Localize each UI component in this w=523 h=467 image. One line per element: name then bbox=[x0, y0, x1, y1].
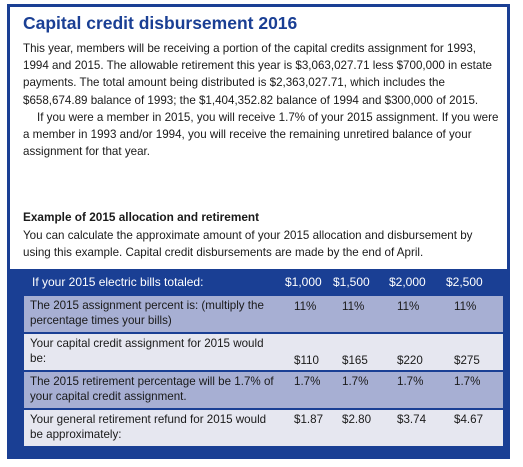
intro-text bbox=[23, 40, 501, 160]
page-title: Capital credit disbursement 2016 bbox=[23, 13, 298, 33]
table-row bbox=[24, 334, 503, 370]
row-value: 11% bbox=[342, 300, 365, 313]
intro-paragraph-1: This year, members will be receiving a portion of the capital credits assignment for 1993, 1994 and 2015. The allowable retirement this year is $3,063,027.71 less $700,000 in estate payments. The total amount being distributed is $2,363,027.71, which includes the $658,674.89 balance of 1993; the $1,404,352.82 balance of 1994 and $300,000 of 2015. bbox=[23, 42, 493, 107]
column-header: $1,000 bbox=[285, 275, 322, 289]
intro-paragraph-2: If you were a member in 2015, you will receive 1.7% of your 2015 assignment. If you were a member in 1993 and/or 1994, you will receive the remaining unretired balance of your assignment for that year. bbox=[23, 110, 499, 159]
table-row bbox=[24, 372, 503, 408]
row-value: $4.67 bbox=[454, 413, 484, 426]
capital-credit-panel bbox=[7, 4, 510, 459]
row-value: $1.87 bbox=[294, 413, 324, 426]
table-header-label: If your 2015 electric bills totaled: bbox=[32, 275, 204, 289]
row-value: 1.7% bbox=[397, 375, 424, 388]
example-text: You can calculate the approximate amount of your 2015 allocation and disbursement by using this example. Capital credit disbursements are made by the end of April. bbox=[23, 229, 473, 260]
row-value: $165 bbox=[342, 354, 368, 367]
row-label: Your capital credit assignment for 2015 would be: bbox=[30, 337, 264, 365]
column-header: $2,500 bbox=[446, 275, 483, 289]
row-value: 11% bbox=[454, 300, 477, 313]
row-value: $2.80 bbox=[342, 413, 372, 426]
row-label: The 2015 assignment percent is: (multiply the percentage times your bills) bbox=[30, 299, 264, 327]
column-header: $1,500 bbox=[333, 275, 370, 289]
example-heading: Example of 2015 allocation and retirement bbox=[23, 210, 260, 224]
row-value: 1.7% bbox=[454, 375, 481, 388]
table-header bbox=[10, 269, 507, 295]
row-value: 1.7% bbox=[294, 375, 321, 388]
column-header: $2,000 bbox=[389, 275, 426, 289]
row-value: $110 bbox=[294, 354, 319, 367]
row-value: 1.7% bbox=[342, 375, 369, 388]
allocation-table bbox=[10, 269, 507, 456]
row-value: 11% bbox=[294, 300, 317, 313]
row-value: $275 bbox=[454, 354, 480, 367]
row-label: The 2015 retirement percentage will be 1.7% of your capital credit assignment. bbox=[30, 375, 274, 403]
row-label: Your general retirement refund for 2015 would be approximately: bbox=[30, 413, 267, 441]
row-value: 11% bbox=[397, 300, 420, 313]
row-value: $220 bbox=[397, 354, 423, 367]
table-row bbox=[24, 296, 503, 332]
table-row bbox=[24, 410, 503, 446]
row-value: $3.74 bbox=[397, 413, 427, 426]
